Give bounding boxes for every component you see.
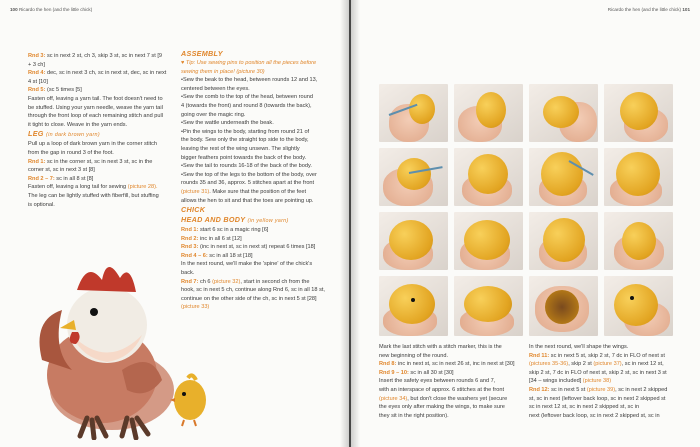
assembly-line (181, 188, 331, 197)
head-body-heading-subtitle: (in yellow yarn) (247, 218, 289, 225)
wings-line (529, 352, 679, 361)
instruction-text: hook, sc in next 5 ch, continue along Rnd 6, sc in all 18 st, (181, 287, 325, 294)
instruction-text: sc in next 5 st, skip 2 st, 7 dc in FLO of next st (549, 352, 665, 359)
step-photo-2 (454, 84, 523, 142)
assembly-line (181, 171, 331, 180)
foot-line (28, 112, 178, 121)
instruction-text: is optional. (28, 201, 55, 208)
chick-line (181, 295, 331, 304)
leg-line (28, 201, 178, 210)
chick-line (181, 243, 331, 252)
instruction-text: sc in all 8 st [8] (54, 175, 94, 182)
instruction-text: , start in second ch from the (240, 278, 310, 285)
wings-line (529, 412, 679, 421)
chick-cont-line (379, 412, 529, 421)
assembly-tip-text: sewing them in place! (181, 68, 235, 75)
assembly-line (181, 102, 331, 111)
leg-line (28, 166, 178, 175)
left-page-number: 100 (10, 7, 18, 12)
left-running-title: Ricardo the hen (and the little chick) (18, 7, 93, 12)
assembly-tip (181, 59, 331, 76)
instruction-text: (inc in next st, sc in next st) repeat 6 times [18] (198, 244, 316, 251)
leg-heading-subtitle: (in dark brown yarn) (46, 132, 100, 139)
chick-line (181, 286, 331, 295)
round-label: Rnd 12: (529, 386, 550, 393)
instruction-text: through the front loop of each remaining stitch and pull (28, 113, 163, 120)
chick-cont-line (379, 360, 529, 369)
instruction-text: it tight to close. Weave in the yarn ends. (28, 121, 128, 128)
instruction-text: inc in all 6 st [12] (198, 235, 242, 242)
assembly-line (181, 136, 331, 145)
instruction-text: sc in next 5 st (549, 386, 586, 393)
right-page-number: 101 (682, 7, 690, 12)
chick-cont-line (379, 343, 529, 352)
instruction-text: Insert the safety eyes between rounds 6 and 7, (379, 378, 496, 385)
leg-line (28, 158, 178, 167)
chick-cont-line (379, 386, 529, 395)
assembly-tip-line (181, 68, 331, 77)
right-running-header (608, 7, 690, 12)
chick-line (181, 278, 331, 287)
wings-line (529, 403, 679, 412)
assembly-line (181, 76, 331, 85)
instruction-text: the eyes only after making the wings, to make sure (379, 404, 505, 411)
step-photo-grid (379, 84, 675, 336)
instruction-text: Sew the tail to rounds 16-18 of the back of the body. (182, 163, 312, 170)
instruction-text: from the gap in round 3 of the foot. (28, 149, 114, 156)
instruction-text: ch 6 (198, 278, 211, 285)
left-column-2 (181, 49, 331, 312)
round-label: Rnd 9 – 10: (379, 369, 409, 376)
step-photo-3 (529, 84, 598, 142)
instruction-text: allows the hen to sit and that the toes are pointing up. (181, 197, 314, 204)
assembly-line (181, 128, 331, 137)
left-page (0, 0, 349, 447)
instruction-text: The leg can be lightly stuffed with fiberfill, but stuffing (28, 192, 159, 199)
instruction-text: new beginning of the round. (379, 352, 449, 359)
chick-line (181, 235, 331, 244)
assembly-heading-title: ASSEMBLY (181, 49, 223, 58)
assembly-line (181, 111, 331, 120)
chick-cont-line (379, 395, 529, 404)
step-photo-14 (454, 276, 523, 336)
instruction-text: sc in all 18 st [18] (207, 252, 253, 259)
right-column-1 (379, 343, 529, 420)
instruction-text: Sew the top of the legs to the bottom of the body, over (182, 171, 317, 178)
instruction-text: Sew the wattle underneath the beak. (182, 120, 274, 127)
assembly-tip-line: ♥ Tip: Use sewing pins to position all the pieces before (181, 60, 317, 66)
picture-reference: (picture 32) (210, 278, 241, 285)
assembly-line (181, 162, 331, 171)
leg-line (28, 192, 178, 201)
leg-line (28, 183, 178, 192)
step-photo-8 (604, 148, 673, 206)
instruction-text: rounds 35 and 36, approx. 5 stitches apart at the front (181, 180, 315, 187)
step-photo-1 (379, 84, 448, 142)
chick-cont-line (379, 369, 529, 378)
foot-line (28, 104, 178, 113)
right-column-2 (529, 343, 679, 420)
foot-line (28, 61, 178, 70)
chick-heading-title: CHICK (181, 205, 206, 215)
left-column-1 (28, 52, 178, 209)
assembly-line (181, 93, 331, 102)
chick-heading (181, 205, 331, 215)
wings-line (529, 369, 679, 378)
assembly-heading (181, 49, 331, 59)
picture-reference: (pictures 35-36) (529, 361, 569, 368)
picture-reference: (picture 38) (581, 378, 612, 385)
round-label: Rnd 8: (379, 361, 397, 368)
instruction-text: [34 – wings included] (529, 378, 582, 385)
instruction-text: Pull up a loop of dark brown yarn in the corner stitch (28, 141, 158, 148)
leg-line (28, 149, 178, 158)
instruction-text: 4 st [10] (28, 78, 48, 85)
instruction-text: Fasten off, leaving a yarn tail. The foot doesn't need to (28, 95, 163, 102)
assembly-line (181, 179, 331, 188)
wings-line (529, 395, 679, 404)
round-label: Rnd 7: (181, 278, 199, 285)
instruction-text: inc in next st, sc in next 26 st, inc in next st [30] (396, 361, 515, 368)
instruction-text: sc in the corner st, sc in next 3 st, sc in the (45, 158, 153, 165)
instruction-text: , sc in next 12 st, (621, 361, 664, 368)
chick-cont-line (379, 403, 529, 412)
round-label: Rnd 4 – 6: (181, 252, 208, 259)
step-photo-5 (379, 148, 448, 206)
round-label: Rnd 5: (28, 87, 46, 94)
instruction-text: the body. Sew only the straight top side to the body, (181, 137, 309, 144)
leg-line (28, 140, 178, 149)
step-photo-6 (454, 148, 523, 206)
instruction-text: Pin the wings to the body, starting from round 21 of (182, 128, 310, 135)
head-body-heading-title: HEAD AND BODY (181, 215, 246, 225)
foot-line (28, 95, 178, 104)
instruction-text: In the next round, we'll make the 'spine' of the chick's (181, 261, 313, 268)
instruction-text: + 3 ch] (28, 61, 45, 68)
round-label: Rnd 2 – 7: (28, 175, 55, 182)
instruction-text: In the next round, we'll shape the wings. (529, 344, 629, 350)
instruction-text: next (leftover back loop, sc in next 2 skipped st, sc in (529, 412, 660, 419)
picture-reference: (picture 34) (379, 395, 408, 402)
instruction-text: continue on the other side of the ch, sc in next 5 st [28] (181, 295, 317, 302)
picture-reference: (picture 31) (181, 188, 210, 195)
picture-reference: (picture 28). (126, 184, 158, 191)
instruction-text: , but don't close the washers yet (secure (407, 395, 508, 402)
instruction-text: sc in all 30 st [30] (408, 369, 454, 376)
foot-line (28, 52, 178, 61)
step-photo-10 (454, 212, 523, 270)
crochet-chick-photo (170, 368, 210, 428)
chick-line (181, 260, 331, 269)
step-photo-12 (604, 212, 673, 270)
assembly-line (181, 85, 331, 94)
foot-line (28, 69, 178, 78)
chick-line (181, 252, 331, 261)
instruction-text: corner st, sc in next 3 st [8] (28, 167, 95, 174)
picture-reference: (picture 37) (591, 361, 622, 368)
wings-line (529, 386, 679, 395)
assembly-line (181, 145, 331, 154)
instruction-text: Mark the last stitch with a stitch marker, this is the (379, 344, 502, 350)
instruction-text: skip 2 st, 7 dc in FLO of next st, skip 2 st, sc in next 3 st (529, 369, 667, 376)
step-photo-15 (529, 276, 598, 336)
instruction-text: sc in next 12 st, sc in next 2 skipped st, sc in (529, 404, 640, 411)
picture-reference: (picture 33) (181, 304, 210, 311)
step-photo-9 (379, 212, 448, 270)
round-label: Rnd 1: (28, 158, 46, 165)
assembly-line (181, 119, 331, 128)
instruction-text: Sew the comb to the top of the head, between round (182, 94, 313, 101)
instruction-text: 4 (towards the front) and round 8 (towards the back), (181, 102, 312, 109)
picture-reference: (picture 39) (585, 386, 616, 393)
step-photo-16 (604, 276, 673, 336)
assembly-line (181, 154, 331, 163)
chick-line (181, 226, 331, 235)
instruction-text: with an interspace of approx. 6 stitches at the front (379, 386, 504, 393)
left-running-header (10, 7, 92, 12)
round-label: Rnd 2: (181, 235, 199, 242)
instruction-text: they sit in the right position). (379, 412, 449, 419)
step-photo-13 (379, 276, 448, 336)
foot-line (28, 86, 178, 95)
instruction-text: st, sc in next (leftover back loop, sc in next 2 skipped st (529, 395, 666, 402)
leg-heading-title: LEG (28, 129, 44, 139)
step-photo-7 (529, 148, 598, 206)
instruction-text: start 6 sc in a magic ring [6] (198, 227, 269, 234)
chick-line (181, 303, 331, 312)
round-label: Rnd 1: (181, 227, 199, 234)
foot-line (28, 78, 178, 87)
instruction-text: bigger feathers point towards the back of the body. (181, 154, 307, 161)
chick-cont-line (379, 377, 529, 386)
instruction-text: , skip 2 st (568, 361, 592, 368)
leg-heading (28, 129, 178, 140)
chick-cont-line (379, 352, 529, 361)
right-running-title: Ricardo the hen (and the little chick) (607, 7, 682, 12)
right-page (351, 0, 700, 447)
leg-line (28, 175, 178, 184)
instruction-text: sc in next 2 st, ch 3, skip 3 st, sc in next 7 st [9 (45, 53, 162, 59)
step-photo-11 (529, 212, 598, 270)
instruction-text: , sc in next 2 skipped (615, 386, 668, 393)
step-photo-4 (604, 84, 673, 142)
chick-line (181, 269, 331, 278)
foot-line (28, 121, 178, 130)
instruction-text: be stuffed. Using your yarn needle, weave the yarn tail (28, 104, 163, 111)
assembly-line (181, 197, 331, 206)
picture-reference: (picture 30) (234, 68, 265, 75)
instruction-text: Fasten off, leaving a long tail for sewing (28, 184, 127, 191)
round-label: Rnd 11: (529, 352, 550, 359)
instruction-text: centered between the eyes. (181, 85, 250, 92)
round-label: Rnd 3: (181, 244, 199, 251)
head-body-heading (181, 215, 331, 226)
instruction-text: going over the magic ring. (181, 111, 246, 118)
instruction-text: (sc 5 times [5] (45, 87, 82, 94)
instruction-text: Sew the beak to the head, between rounds 12 and 13, (182, 77, 318, 84)
instruction-text: leaving the rest of the wing unsewn. The slightly (181, 145, 300, 152)
round-label: Rnd 4: (28, 70, 46, 77)
instruction-text: . Make sure that the position of the feet (209, 188, 307, 195)
instruction-text: back. (181, 270, 195, 277)
wings-line (529, 343, 679, 352)
wings-line (529, 360, 679, 369)
wings-line (529, 377, 679, 386)
round-label: Rnd 3: (28, 53, 46, 59)
instruction-text: dec, sc in next 3 ch, sc in next st, dec, sc in next (45, 70, 167, 77)
